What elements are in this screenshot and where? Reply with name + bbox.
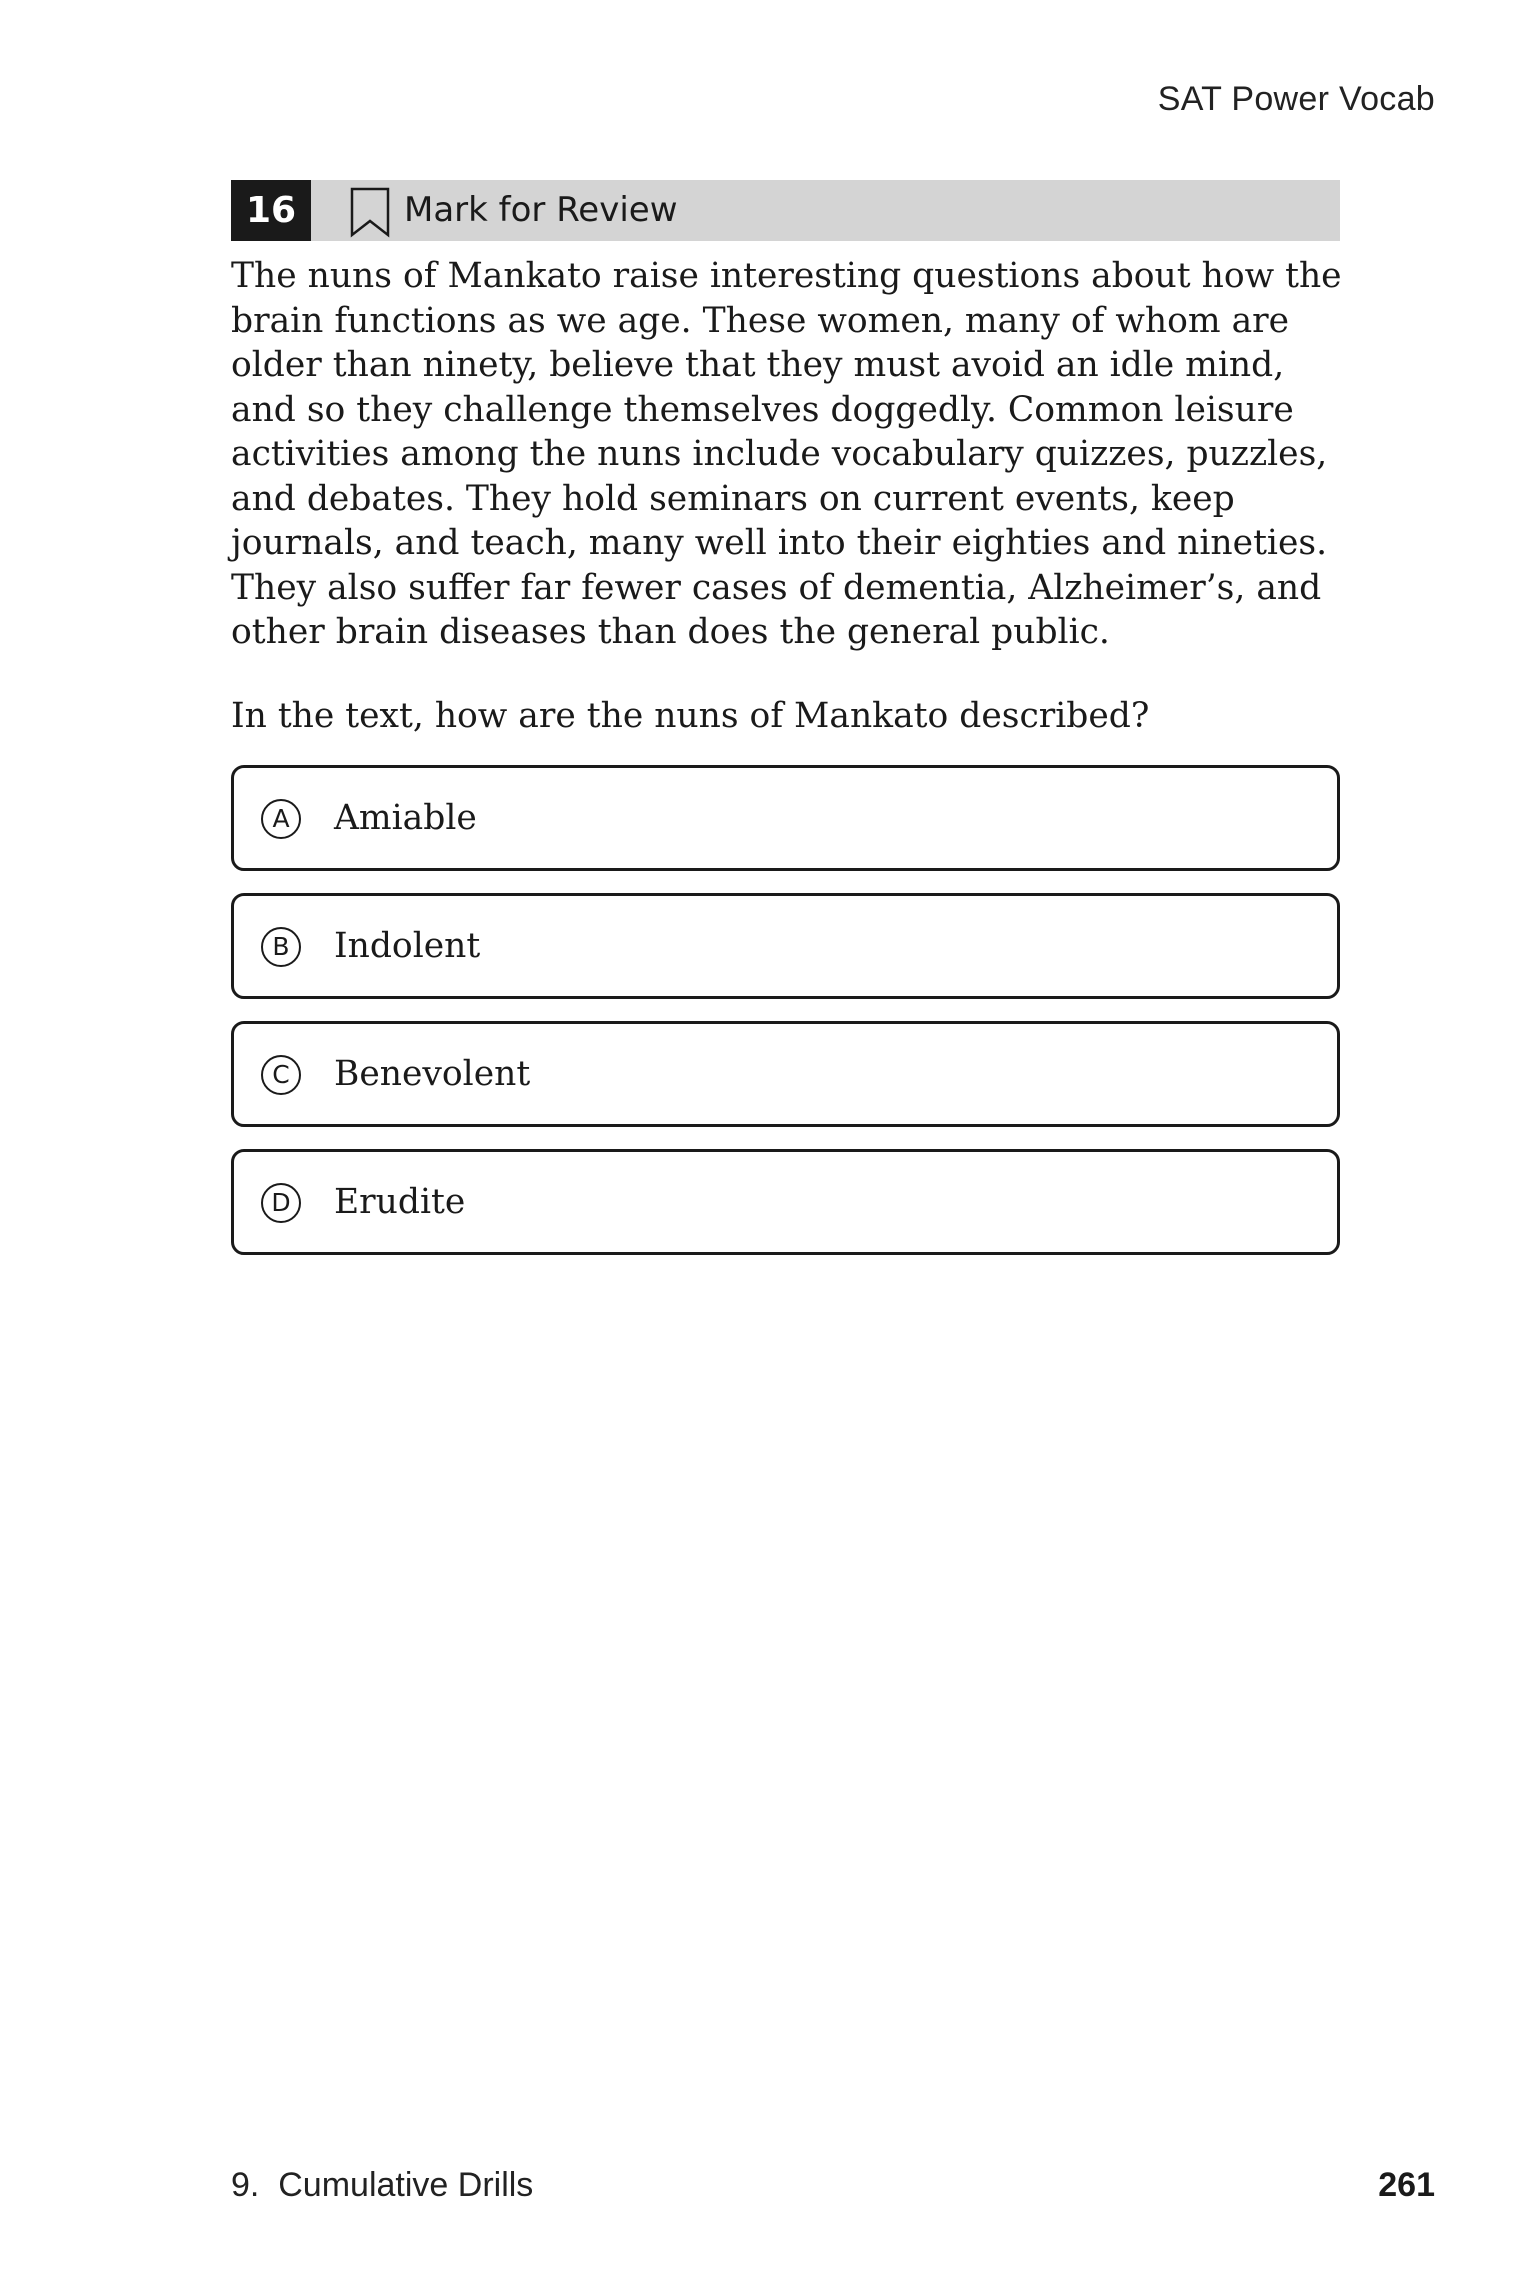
question-prompt: In the text, how are the nuns of Mankato described? xyxy=(231,696,1150,736)
passage-line: They also suffer far fewer cases of dementia, Alzheimer’s, and xyxy=(231,567,1322,608)
passage-line: The nuns of Mankato raise interesting questions about how the xyxy=(231,256,1342,296)
footer-chapter: 9. Cumulative Drills xyxy=(231,2166,534,2204)
mark-for-review-label[interactable]: Mark for Review xyxy=(404,190,678,230)
question-header-bar xyxy=(231,180,1340,241)
page-number: 261 xyxy=(1378,2166,1435,2204)
passage-line: brain functions as we age. These women, many of whom are xyxy=(231,300,1290,341)
passage-line: and so they challenge themselves doggedly. Common leisure xyxy=(231,389,1294,430)
answer-choice-a[interactable] xyxy=(231,765,1340,871)
passage-line: and debates. They hold seminars on current events, keep xyxy=(231,478,1235,519)
choice-letter-c: C xyxy=(261,1055,301,1095)
choice-letter-b: B xyxy=(261,927,301,967)
question-number: 16 xyxy=(231,180,311,241)
running-head: SAT Power Vocab xyxy=(1157,80,1435,118)
choice-text-a: Amiable xyxy=(334,798,477,838)
passage-line: activities among the nuns include vocabulary quizzes, puzzles, xyxy=(231,434,1328,474)
answer-choice-c[interactable] xyxy=(231,1021,1340,1127)
passage-line: older than ninety, believe that they must avoid an idle mind, xyxy=(231,345,1285,385)
answer-choice-d[interactable] xyxy=(231,1149,1340,1255)
choice-text-b: Indolent xyxy=(334,926,481,966)
choice-letter-a: A xyxy=(261,799,301,839)
answer-choice-b[interactable] xyxy=(231,893,1340,999)
passage xyxy=(231,254,1351,655)
passage-line: journals, and teach, many well into their eighties and nineties. xyxy=(231,523,1328,563)
passage-line: other brain diseases than does the general public. xyxy=(231,612,1110,652)
choice-letter-d: D xyxy=(261,1183,301,1223)
bookmark-icon[interactable] xyxy=(349,186,391,238)
choice-text-d: Erudite xyxy=(334,1182,466,1222)
choice-text-c: Benevolent xyxy=(334,1054,531,1094)
